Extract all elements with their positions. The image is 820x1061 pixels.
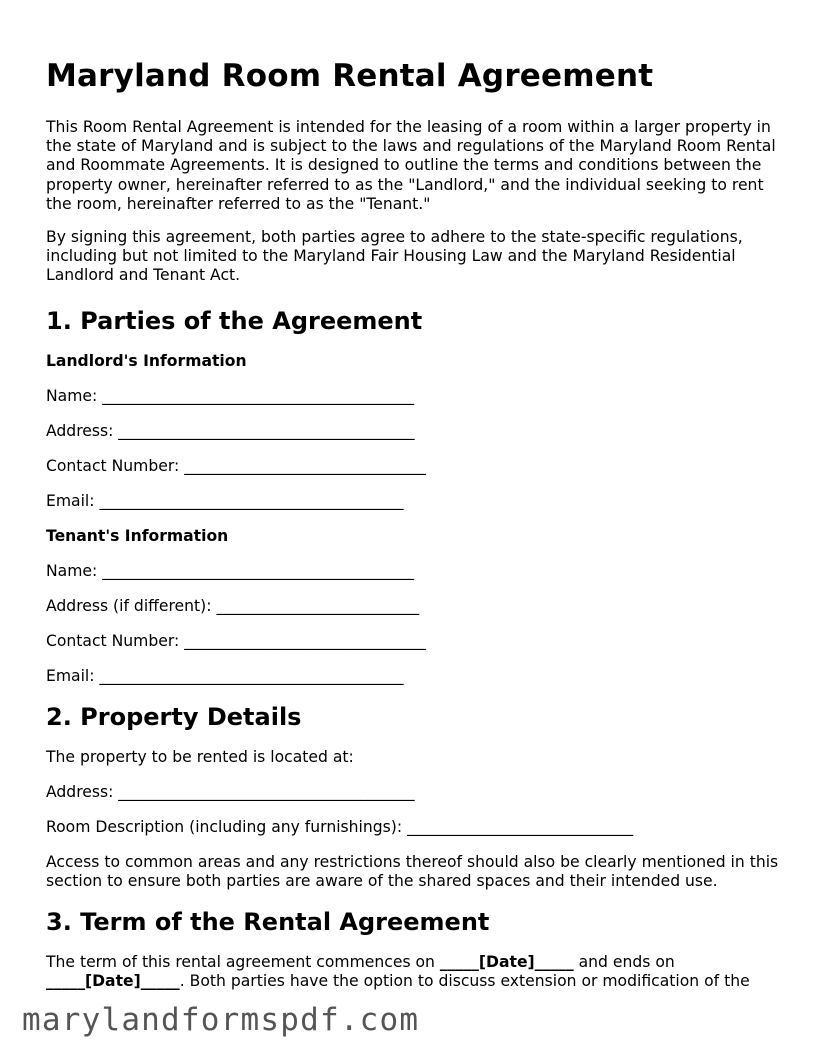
property-address-field[interactable]: Address: ______________________________________ xyxy=(46,782,415,801)
intro-paragraph-2: By signing this agreement, both parties agree to adhere to the state-specific regulations, including but not limited to the Maryland Fair Housing Law and the Maryland Residential Landlord and Tenant Act. xyxy=(46,228,743,285)
tenant-email-field[interactable]: Email: _______________________________________ xyxy=(46,666,404,685)
intro-paragraph-1: This Room Rental Agreement is intended for the leasing of a room within a larger property in the state of Maryland and is subject to the laws and regulations of the Maryland Room Rental and Roommate Agreements. It is designed to outline the terms and conditions between the property owner, hereinafter referred to as the "Landlord," and the individual seeking to rent the room, hereinafter referred to as the "Tenant." xyxy=(46,118,776,213)
term-text-3: . Both parties have the option to discuss extension or modification of the xyxy=(179,972,750,991)
landlord-email-field[interactable]: Email: _______________________________________ xyxy=(46,491,404,510)
site-watermark: marylandformspdf.com xyxy=(22,1002,420,1038)
start-date-blank[interactable]: _____[Date]_____ xyxy=(439,953,574,972)
term-paragraph xyxy=(46,953,781,991)
landlord-name-field[interactable]: Name: ________________________________________ xyxy=(46,386,415,405)
landlord-address-field[interactable]: Address: ______________________________________ xyxy=(46,421,415,440)
section-3-heading: 3. Term of the Rental Agreement xyxy=(46,908,490,937)
tenant-info-heading: Tenant's Information xyxy=(46,526,229,545)
tenant-contact-field[interactable]: Contact Number: _______________________________ xyxy=(46,631,426,650)
landlord-contact-field[interactable]: Contact Number: _______________________________ xyxy=(46,456,426,475)
document-page xyxy=(46,56,781,1006)
term-text-2: and ends on xyxy=(573,953,675,972)
landlord-info-heading: Landlord's Information xyxy=(46,351,247,370)
tenant-name-field[interactable]: Name: ________________________________________ xyxy=(46,561,415,580)
term-text-1: The term of this rental agreement commences on xyxy=(46,953,440,972)
section-1-heading: 1. Parties of the Agreement xyxy=(46,306,423,335)
common-areas-note: Access to common areas and any restrictions thereof should also be clearly mentioned in this section to ensure both parties are aware of the shared spaces and their intended use. xyxy=(46,852,779,891)
end-date-blank[interactable]: _____[Date]_____ xyxy=(46,972,180,991)
section-2-heading: 2. Property Details xyxy=(46,702,302,731)
property-lead-text: The property to be rented is located at: xyxy=(46,747,354,766)
room-description-field[interactable]: Room Description (including any furnishings): _____________________________ xyxy=(46,817,634,836)
document-title: Maryland Room Rental Agreement xyxy=(46,58,654,94)
tenant-address-field[interactable]: Address (if different): __________________________ xyxy=(46,596,420,615)
